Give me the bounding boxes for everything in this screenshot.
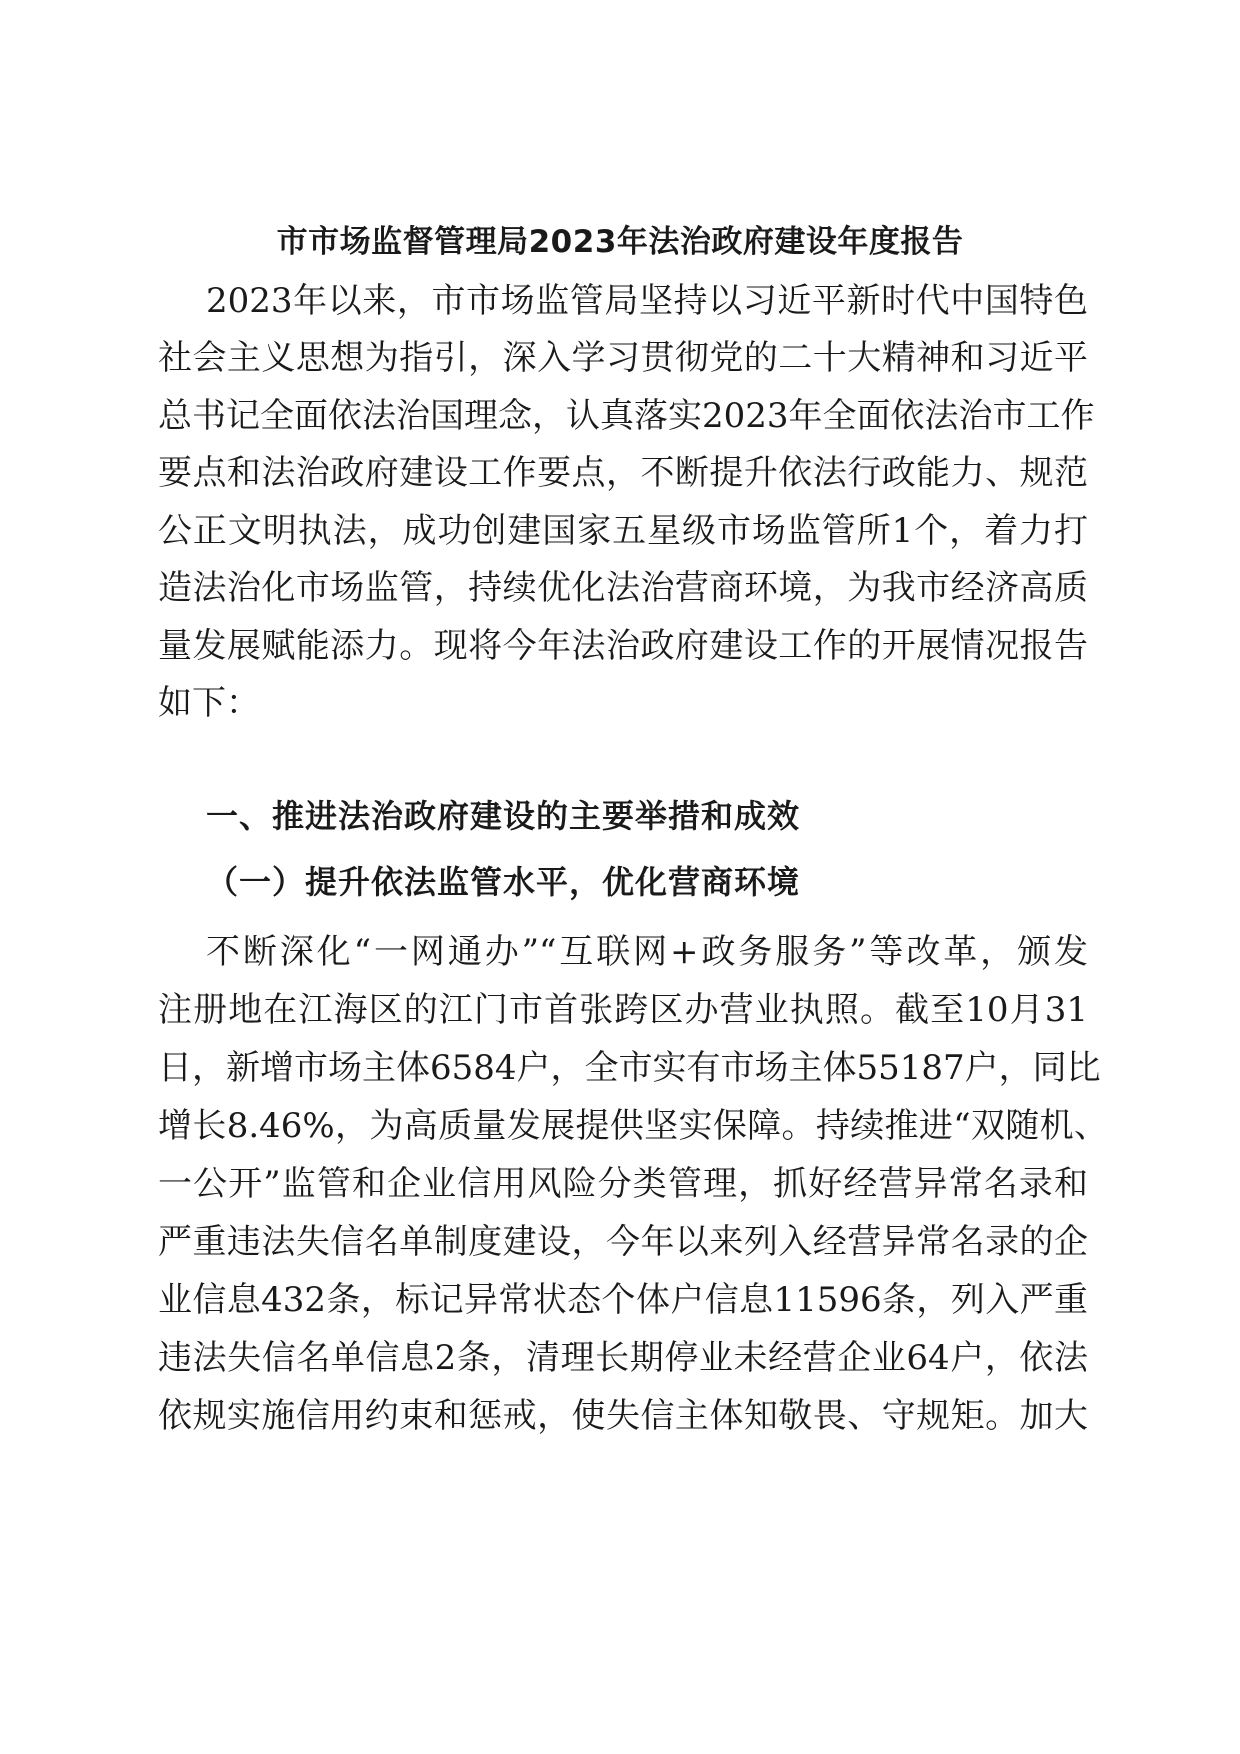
- paragraph-line: 注册地在江海区的江门市首张跨区办营业执照。截至10月31: [158, 990, 1088, 1030]
- paragraph-line: 如下：: [158, 683, 260, 723]
- paragraph-line: 严重违法失信名单制度建设，今年以来列入经营异常名录的企: [158, 1222, 1088, 1262]
- section-heading: 一、推进法治政府建设的主要举措和成效: [206, 797, 801, 835]
- paragraph-line: 一公开”监管和企业信用风险分类管理，抓好经营异常名录和: [158, 1164, 1088, 1204]
- paragraph-line: 总书记全面依法治国理念，认真落实2023年全面依法治市工作: [158, 396, 1095, 436]
- paragraph-line: 违法失信名单信息2条，清理长期停业未经营企业64户，依法: [158, 1338, 1088, 1378]
- document-title: 市市场监督管理局2023年法治政府建设年度报告: [276, 224, 964, 260]
- paragraph-line: 日，新增市场主体6584户，全市实有市场主体55187户，同比: [158, 1048, 1101, 1088]
- subsection-heading: （一）提升依法监管水平，优化营商环境: [206, 863, 801, 901]
- paragraph-line: 不断深化“一网通办”“互联网+政务服务”等改革，颁发: [206, 932, 1088, 972]
- paragraph-line: 增长8.46%，为高质量发展提供坚实保障。持续推进“双随机、: [158, 1106, 1108, 1146]
- paragraph-line: 依规实施信用约束和惩戒，使失信主体知敬畏、守规矩。加大: [158, 1396, 1088, 1436]
- paragraph-line: 社会主义思想为指引，深入学习贯彻党的二十大精神和习近平: [158, 338, 1088, 378]
- paragraph-line: 造法治化市场监管，持续优化法治营商环境，为我市经济高质: [158, 568, 1088, 608]
- paragraph-line: 量发展赋能添力。现将今年法治政府建设工作的开展情况报告: [158, 626, 1088, 666]
- paragraph-line: 业信息432条，标记异常状态个体户信息11596条，列入严重: [158, 1280, 1088, 1320]
- paragraph-line: 公正文明执法，成功创建国家五星级市场监管所1个，着力打: [158, 511, 1088, 551]
- paragraph-line: 要点和法治政府建设工作要点，不断提升依法行政能力、规范: [158, 453, 1088, 493]
- paragraph-line: 2023年以来，市市场监管局坚持以习近平新时代中国特色: [206, 281, 1088, 321]
